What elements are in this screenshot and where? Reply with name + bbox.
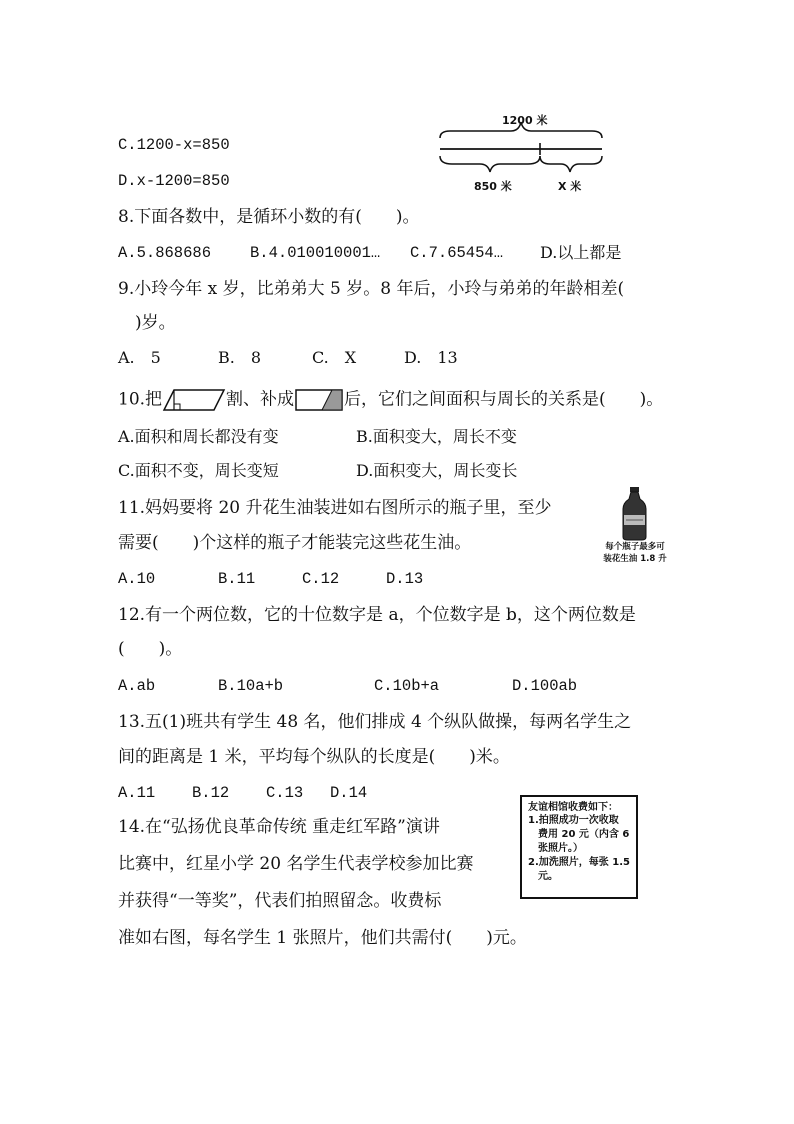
bottle-caption-line1: 每个瓶子最多可 bbox=[605, 542, 665, 552]
q14-stem-line3: 并获得“一等奖”，代表们拍照留念。收费标 bbox=[118, 891, 442, 911]
q12-option-d: D.100ab bbox=[512, 677, 578, 695]
q10-middle: 割、补成 bbox=[226, 389, 295, 410]
q9-option-c: C. X bbox=[312, 348, 357, 367]
q8-stem: 8.下面各数中，是循环小数的有( )。 bbox=[118, 207, 420, 227]
q8-option-b: B.4.010010001… bbox=[250, 244, 381, 262]
bottle-caption-line2: 装花生油 1.8 升 bbox=[603, 554, 667, 564]
q8-option-c: C.7.65454… bbox=[410, 244, 504, 262]
bottle-icon bbox=[590, 485, 680, 541]
parallelogram-icon bbox=[162, 388, 226, 412]
q13-option-c: C.13 bbox=[266, 784, 304, 802]
q11-stem-line1: 11.妈妈要将 20 升花生油装进如右图所示的瓶子里，至少 bbox=[118, 498, 552, 518]
notice-title: 友谊相馆收费如下： bbox=[528, 802, 618, 813]
q7-option-d: D.x-1200=850 bbox=[118, 172, 230, 190]
q10-option-d: D.面积变大，周长变长 bbox=[356, 461, 518, 480]
diagram-total-label: 1200 米 bbox=[502, 114, 548, 127]
rectangle-icon bbox=[294, 388, 344, 412]
q10-option-b: B.面积变大，周长不变 bbox=[356, 427, 517, 446]
q13-option-b: B.12 bbox=[192, 784, 230, 802]
q12-stem-line1: 12.有一个两位数，它的十位数字是 a，个位数字是 b，这个两位数是 bbox=[118, 605, 636, 625]
notice-line2: 费用 20 元（内含 6 bbox=[538, 829, 630, 840]
notice-line5: 元。 bbox=[538, 871, 558, 882]
q13-stem-line1: 13.五(1)班共有学生 48 名，他们排成 4 个纵队做操，每两名学生之 bbox=[118, 712, 632, 732]
diagram-part2-label: X 米 bbox=[558, 180, 582, 193]
q9-stem-line1: 9.小玲今年 x 岁，比弟弟大 5 岁。8 年后，小玲与弟弟的年龄相差( bbox=[118, 279, 625, 299]
q10-prefix: 10.把 bbox=[118, 389, 163, 410]
q11-option-c: C.12 bbox=[302, 570, 340, 588]
q13-option-d: D.14 bbox=[330, 784, 368, 802]
q14-stem-line4: 准如右图，每名学生 1 张照片，他们共需付( )元。 bbox=[118, 928, 527, 948]
q12-option-b: B.10a+b bbox=[218, 677, 284, 695]
q10-option-a: A.面积和周长都没有变 bbox=[118, 427, 279, 446]
notice-line4: 2.加洗照片，每张 1.5 bbox=[528, 857, 630, 868]
q11-option-d: D.13 bbox=[386, 570, 424, 588]
q12-option-a: A.ab bbox=[118, 677, 156, 695]
q14-stem-line1: 14.在“弘扬优良革命传统 重走红军路”演讲 bbox=[118, 817, 440, 837]
q9-option-d: D. 13 bbox=[404, 348, 458, 367]
q11-stem-line2: 需要( )个这样的瓶子才能装完这些花生油。 bbox=[118, 533, 472, 553]
q12-option-c: C.10b+a bbox=[374, 677, 440, 695]
q13-stem-line2: 间的距离是 1 米，平均每个纵队的长度是( )米。 bbox=[118, 747, 510, 767]
diagram-part1-label: 850 米 bbox=[474, 180, 512, 193]
q9-option-a: A. 5 bbox=[118, 348, 161, 367]
notice-line3: 张照片。） bbox=[538, 843, 583, 854]
q14-stem-line2: 比赛中，红星小学 20 名学生代表学校参加比赛 bbox=[118, 854, 474, 874]
q10-option-c: C.面积不变，周长变短 bbox=[118, 461, 279, 480]
photo-studio-notice bbox=[520, 795, 638, 899]
q9-option-b: B. 8 bbox=[218, 348, 262, 367]
q11-option-a: A.10 bbox=[118, 570, 156, 588]
q13-option-a: A.11 bbox=[118, 784, 156, 802]
q10-stem bbox=[118, 388, 663, 412]
q7-option-c: C.1200-x=850 bbox=[118, 136, 230, 154]
q10-suffix: 后，它们之间面积与周长的关系是( )。 bbox=[344, 389, 664, 410]
q12-stem-line2: ( )。 bbox=[118, 639, 183, 659]
q9-stem-line2: )岁。 bbox=[118, 313, 176, 333]
notice-line1: 1.拍照成功一次收取 bbox=[528, 815, 619, 826]
line-segment-diagram bbox=[436, 112, 606, 196]
bottle-figure bbox=[590, 485, 680, 570]
q8-option-d: D.以上都是 bbox=[540, 243, 622, 262]
q8-option-a: A.5.868686 bbox=[118, 244, 212, 262]
q11-option-b: B.11 bbox=[218, 570, 256, 588]
